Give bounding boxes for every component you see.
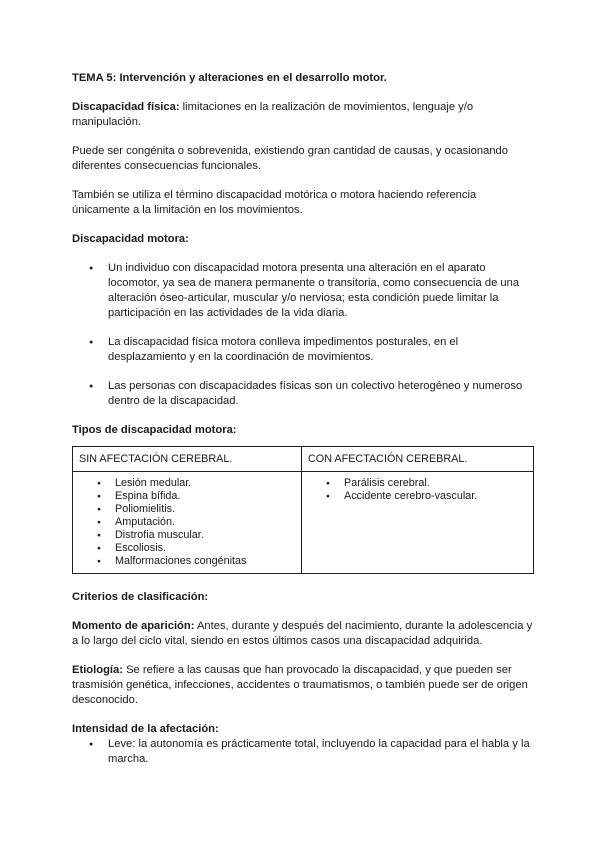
document-title: TEMA 5: Intervención y alteraciones en el desarrollo motor.	[72, 72, 387, 84]
list-item: ● Escoliosis.	[79, 542, 295, 555]
list-item: ● Un individuo con discapacidad motora presenta una alteración en el aparato locomotor, ya sea de manera permanente o transitoria, como consecuencia de una alteración óseo-articular, muscular y/o nerviosa; esta condición puede limitar la participación en las actividades de la vida diaria.	[72, 261, 534, 321]
table-cell-sin-afectacion	[73, 472, 302, 574]
list-item: ● Poliomielitis.	[79, 503, 295, 516]
list-sin-afectacion	[79, 477, 295, 568]
list-discapacidad-motora	[72, 261, 534, 409]
paragraph-termino-motora: También se utiliza el término discapacidad motórica o motora haciendo referencia únicamente a la limitación en los movimientos.	[72, 189, 477, 216]
list-item: ● Parálisis cerebral.	[308, 477, 527, 490]
list-item: ● La discapacidad física motora conlleva impedimentos posturales, en el desplazamiento y en la coordinación de movimientos.	[72, 335, 534, 365]
list-con-afectacion	[308, 477, 527, 503]
table-header-con-afectacion: CON AFECTACIÓN CEREBRAL.	[302, 447, 534, 472]
paragraph-etiologia	[72, 663, 534, 708]
heading-intensidad: Intensidad de la afectación:	[72, 723, 219, 735]
list-item: ● Malformaciones congénitas	[79, 555, 295, 568]
term-etiologia: Etiología:	[72, 664, 123, 676]
types-table	[72, 446, 534, 574]
list-item: ● Distrofia muscular.	[79, 529, 295, 542]
heading-criterios: Criterios de clasificación:	[72, 591, 209, 603]
table-row	[73, 472, 534, 574]
text-etiologia: Se refiere a las causas que han provocado la discapacidad, y que pueden ser trasmisión genética, infecciones, accidentes o traumatismos, o también puede ser de origen desconocido.	[72, 664, 528, 706]
list-intensidad	[72, 737, 534, 767]
term-momento-aparicion: Momento de aparición:	[72, 620, 195, 632]
definition-discapacidad-fisica: limitaciones en la realización de movimientos, lenguaje y/o manipulación.	[72, 101, 474, 128]
list-item: ● Las personas con discapacidades físicas son un colectivo heterogéneo y numeroso dentro de la discapacidad.	[72, 379, 534, 409]
list-item: ● Accidente cerebro-vascular.	[308, 490, 527, 503]
list-item: ● Espina bífida.	[79, 490, 295, 503]
text-momento-aparicion: Antes, durante y después del nacimiento, durante la adolescencia y a lo largo del ciclo vital, siendo en estos últimos casos una discapacidad adquirida.	[72, 620, 533, 647]
list-item: ● Amputación.	[79, 516, 295, 529]
list-item: ● Leve: la autonomía es prácticamente total, incluyendo la capacidad para el habla y la marcha.	[72, 737, 534, 767]
table-header-row	[73, 447, 534, 472]
paragraph-momento-aparicion	[72, 619, 534, 649]
term-discapacidad-fisica: Discapacidad física:	[72, 101, 180, 113]
table-cell-con-afectacion	[302, 472, 534, 574]
paragraph-causas: Puede ser congénita o sobrevenida, existiendo gran cantidad de causas, y ocasionando diferentes consecuencias funcionales.	[72, 145, 508, 172]
heading-discapacidad-motora: Discapacidad motora:	[72, 233, 189, 245]
heading-tipos: Tipos de discapacidad motora:	[72, 424, 237, 436]
list-item: ● Lesión medular.	[79, 477, 295, 490]
document-page	[72, 71, 534, 767]
table-header-sin-afectacion: SIN AFECTACIÓN CEREBRAL.	[73, 447, 302, 472]
paragraph-discapacidad-fisica	[72, 100, 534, 130]
